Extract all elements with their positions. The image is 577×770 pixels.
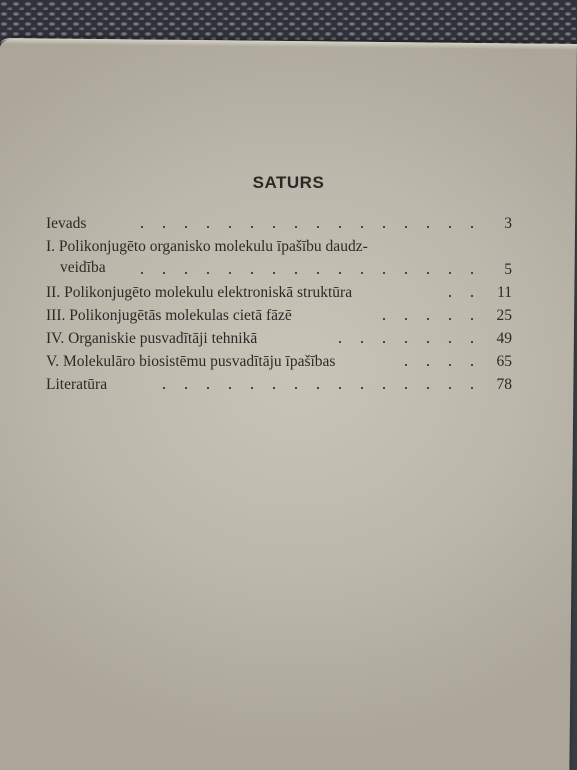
toc-entry-page: 49 (496, 330, 512, 347)
toc-entry-chapter-3 (46, 304, 512, 327)
toc-entry-page: 65 (496, 353, 512, 370)
dot-leader (326, 340, 492, 344)
toc-entry-page: 11 (497, 284, 512, 301)
toc-entry-label: Ievads (46, 215, 87, 232)
toc-entry-chapter-4 (46, 327, 512, 350)
toc-entry-literatura (46, 373, 512, 396)
toc-entry-page: 78 (496, 376, 512, 393)
table-of-contents (46, 212, 512, 396)
toc-entry-label: I. Polikonjugēto organisko molekulu īpašību daudz- (46, 238, 368, 255)
toc-entry-label-continued: veidība (60, 259, 106, 276)
dot-leader (364, 317, 492, 321)
toc-entry-page: 5 (504, 261, 512, 278)
dot-leader (126, 225, 492, 229)
toc-entry-page: 25 (496, 307, 512, 324)
toc-entry-label: Literatūra (46, 376, 108, 393)
toc-entry-label: IV. Organiskie pusvadītāji tehnikā (46, 330, 258, 347)
toc-entry-page: 3 (504, 215, 512, 232)
toc-entry-label: II. Polikonjugēto molekulu elektroniskā struktūra (46, 284, 353, 301)
toc-title: SATURS (252, 173, 325, 192)
dot-leader (156, 386, 492, 390)
book-page (0, 38, 577, 770)
dot-leader (438, 294, 492, 298)
dot-leader (122, 271, 492, 275)
toc-entry-ievads (46, 212, 512, 235)
toc-entry-label: V. Molekulāro biosistēmu pusvadītāju īpašības (46, 353, 336, 370)
toc-entry-chapter-2 (46, 281, 512, 304)
toc-entry-chapter-5 (46, 350, 512, 373)
toc-entry-label: III. Polikonjugētās molekulas cietā fāzē (46, 307, 292, 324)
toc-entry-chapter-1 (46, 235, 512, 281)
dot-leader (402, 363, 492, 367)
